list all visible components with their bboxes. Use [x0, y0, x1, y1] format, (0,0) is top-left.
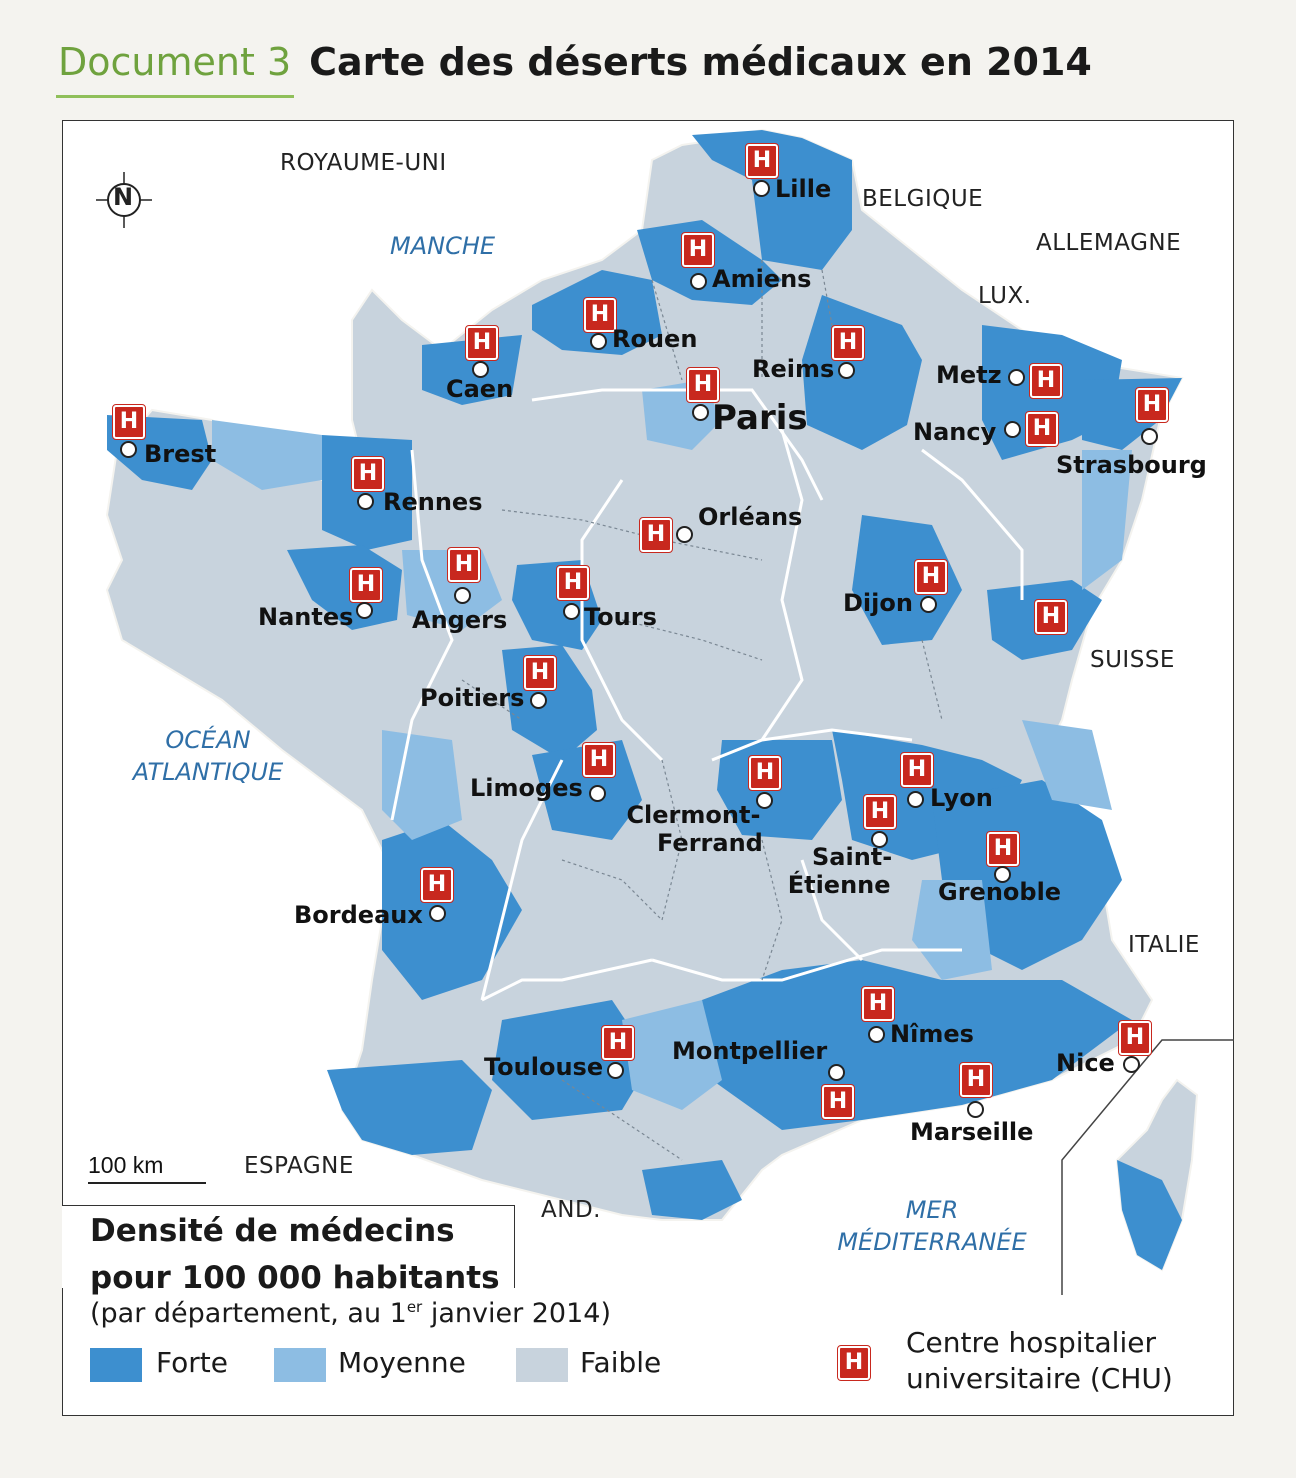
label-germany: ALLEMAGNE [1036, 230, 1182, 256]
label-andorra: AND. [541, 1197, 601, 1223]
chu-marker-tours[interactable]: H [557, 566, 589, 600]
city-label-amiens: Amiens [712, 265, 812, 293]
label-belgium: BELGIQUE [862, 186, 984, 212]
label-spain: ESPAGNE [244, 1153, 354, 1179]
city-label-poitiers: Poitiers [420, 684, 525, 712]
chu-marker-lyon[interactable]: H [901, 753, 933, 787]
legend-chu-icon: H [838, 1346, 870, 1380]
scale-bar [88, 1152, 163, 1179]
chu-marker-angers[interactable]: H [448, 548, 480, 582]
city-dot-bordeaux[interactable] [429, 905, 446, 922]
chu-marker-metz[interactable]: H [1030, 364, 1062, 398]
legend-chu-label [906, 1325, 1173, 1398]
city-label-nantes: Nantes [258, 603, 354, 631]
city-label-grenoble: Grenoble [938, 878, 1062, 906]
city-label-limoges: Limoges [470, 774, 583, 802]
chu-marker-strasbourg[interactable]: H [1136, 388, 1168, 422]
city-dot-amiens[interactable] [690, 273, 707, 290]
city-label-orleans: Orléans [698, 503, 803, 531]
legend-label-forte: Forte [156, 1346, 228, 1379]
chu-marker-nimes[interactable]: H [862, 987, 894, 1021]
city-label-caen: Caen [446, 375, 514, 403]
city-dot-metz[interactable] [1008, 369, 1025, 386]
city-dot-paris[interactable] [692, 404, 709, 421]
city-dot-lille[interactable] [753, 180, 770, 197]
label-italy: ITALIE [1128, 932, 1200, 958]
chu-marker-paris[interactable]: H [687, 368, 719, 402]
chu-marker-orleans[interactable]: H [640, 518, 672, 552]
label-manche: MANCHE [390, 232, 496, 260]
chu-marker-rouen[interactable]: H [584, 298, 616, 332]
label-med-line1: MER [905, 1196, 959, 1224]
chu-marker-besancon[interactable]: H [1035, 600, 1067, 634]
legend-label-faible: Faible [580, 1346, 662, 1379]
document-number: Document 3 [58, 40, 292, 84]
chu-marker-clermont[interactable]: H [749, 756, 781, 790]
city-label-brest: Brest [144, 440, 217, 468]
chu-marker-dijon[interactable]: H [915, 560, 947, 594]
legend-subtitle-sup: er [406, 1298, 423, 1316]
city-label-clermont-line2: Ferrand [657, 828, 763, 857]
city-label-paris: Paris [712, 398, 808, 438]
chu-marker-toulouse[interactable]: H [602, 1026, 634, 1060]
city-dot-nice[interactable] [1123, 1056, 1140, 1073]
city-label-lyon: Lyon [930, 784, 993, 812]
label-mediterranean [834, 1194, 1030, 1259]
legend-subtitle-pre: (par département, au 1 [90, 1298, 407, 1329]
label-atlantic-line1: OCÉAN [165, 726, 251, 754]
city-dot-angers[interactable] [454, 587, 471, 604]
city-label-nimes: Nîmes [890, 1020, 974, 1048]
legend-swatch-faible [516, 1348, 568, 1382]
city-dot-toulouse[interactable] [607, 1062, 624, 1079]
chu-marker-brest[interactable]: H [113, 405, 145, 439]
city-dot-lyon[interactable] [907, 791, 924, 808]
chu-marker-saint-etienne[interactable]: H [864, 795, 896, 829]
city-dot-rennes[interactable] [357, 493, 374, 510]
city-dot-nantes[interactable] [356, 602, 373, 619]
city-label-reims: Reims [752, 355, 835, 383]
label-atlantic [126, 724, 290, 789]
city-label-rennes: Rennes [383, 488, 483, 516]
legend-label-moyenne: Moyenne [338, 1346, 466, 1379]
city-label-dijon: Dijon [843, 589, 913, 617]
chu-marker-amiens[interactable]: H [682, 233, 714, 267]
scale-label: 100 km [88, 1152, 164, 1178]
city-label-clermont-line1: Clermont- [626, 801, 761, 829]
chu-marker-marseille[interactable]: H [960, 1063, 992, 1097]
chu-marker-limoges[interactable]: H [583, 743, 615, 777]
city-label-saint-etienne-line1: Saint- [812, 843, 893, 871]
city-dot-orleans[interactable] [676, 526, 693, 543]
chu-marker-nancy[interactable]: H [1026, 412, 1058, 446]
document-title: Carte des déserts médicaux en 2014 [309, 40, 1092, 84]
city-dot-nimes[interactable] [868, 1026, 885, 1043]
legend-subtitle-post: janvier 2014) [422, 1298, 611, 1329]
document-number-underline [56, 95, 294, 98]
city-dot-poitiers[interactable] [530, 692, 547, 709]
label-atlantic-line2: ATLANTIQUE [132, 758, 284, 787]
chu-marker-bordeaux[interactable]: H [421, 868, 453, 902]
city-label-rouen: Rouen [612, 325, 698, 353]
legend-subtitle [90, 1298, 611, 1329]
label-luxembourg: LUX. [978, 283, 1032, 309]
chu-marker-rennes[interactable]: H [352, 457, 384, 491]
city-dot-nancy[interactable] [1004, 421, 1021, 438]
city-dot-montpellier[interactable] [828, 1064, 845, 1081]
city-dot-marseille[interactable] [967, 1101, 984, 1118]
chu-marker-caen[interactable]: H [466, 326, 498, 360]
city-label-marseille: Marseille [910, 1118, 1034, 1146]
city-label-toulouse: Toulouse [484, 1053, 604, 1081]
city-label-clermont [624, 802, 763, 857]
chu-marker-reims[interactable]: H [832, 326, 864, 360]
chu-marker-lille[interactable]: H [746, 144, 778, 178]
city-dot-limoges[interactable] [589, 785, 606, 802]
city-label-metz: Metz [936, 361, 1002, 389]
chu-marker-montpellier[interactable]: H [822, 1085, 854, 1119]
city-label-nancy: Nancy [913, 418, 997, 446]
city-label-bordeaux: Bordeaux [294, 901, 423, 929]
city-label-strasbourg: Strasbourg [1056, 451, 1207, 479]
legend-chu-line1: Centre hospitalier [906, 1326, 1156, 1359]
city-label-saint-etienne-line2: Étienne [787, 870, 891, 899]
legend-title-line1: Densité de médecins [90, 1213, 455, 1249]
city-dot-strasbourg[interactable] [1141, 428, 1158, 445]
document-header [58, 40, 1092, 84]
city-dot-brest[interactable] [120, 441, 137, 458]
city-dot-tours[interactable] [563, 603, 580, 620]
compass-letter: N [113, 183, 134, 211]
chu-marker-poitiers[interactable]: H [524, 656, 556, 690]
chu-marker-nantes[interactable]: H [350, 568, 382, 602]
legend-title [90, 1208, 500, 1301]
city-label-montpellier: Montpellier [672, 1037, 828, 1065]
chu-marker-nice[interactable]: H [1119, 1021, 1151, 1055]
scale-line [88, 1182, 206, 1184]
city-dot-reims[interactable] [838, 362, 855, 379]
label-med-line2: MÉDITERRANÉE [837, 1228, 1027, 1257]
city-dot-rouen[interactable] [590, 333, 607, 350]
legend-swatch-moyenne [274, 1348, 326, 1382]
legend-chu-line2: universitaire (CHU) [906, 1362, 1173, 1396]
label-uk: ROYAUME-UNI [280, 150, 447, 176]
city-label-lille: Lille [775, 175, 832, 203]
label-switzerland: SUISSE [1090, 647, 1175, 673]
city-dot-dijon[interactable] [920, 596, 937, 613]
chu-marker-grenoble[interactable]: H [987, 832, 1019, 866]
city-label-tours: Tours [584, 603, 657, 631]
region-pyrenees [327, 1060, 492, 1155]
legend-swatch-forte [90, 1348, 142, 1382]
legend-title-line2: pour 100 000 habitants [90, 1259, 500, 1296]
city-label-angers: Angers [412, 606, 508, 634]
city-label-saint-etienne [786, 844, 892, 899]
city-label-nice: Nice [1056, 1049, 1115, 1077]
